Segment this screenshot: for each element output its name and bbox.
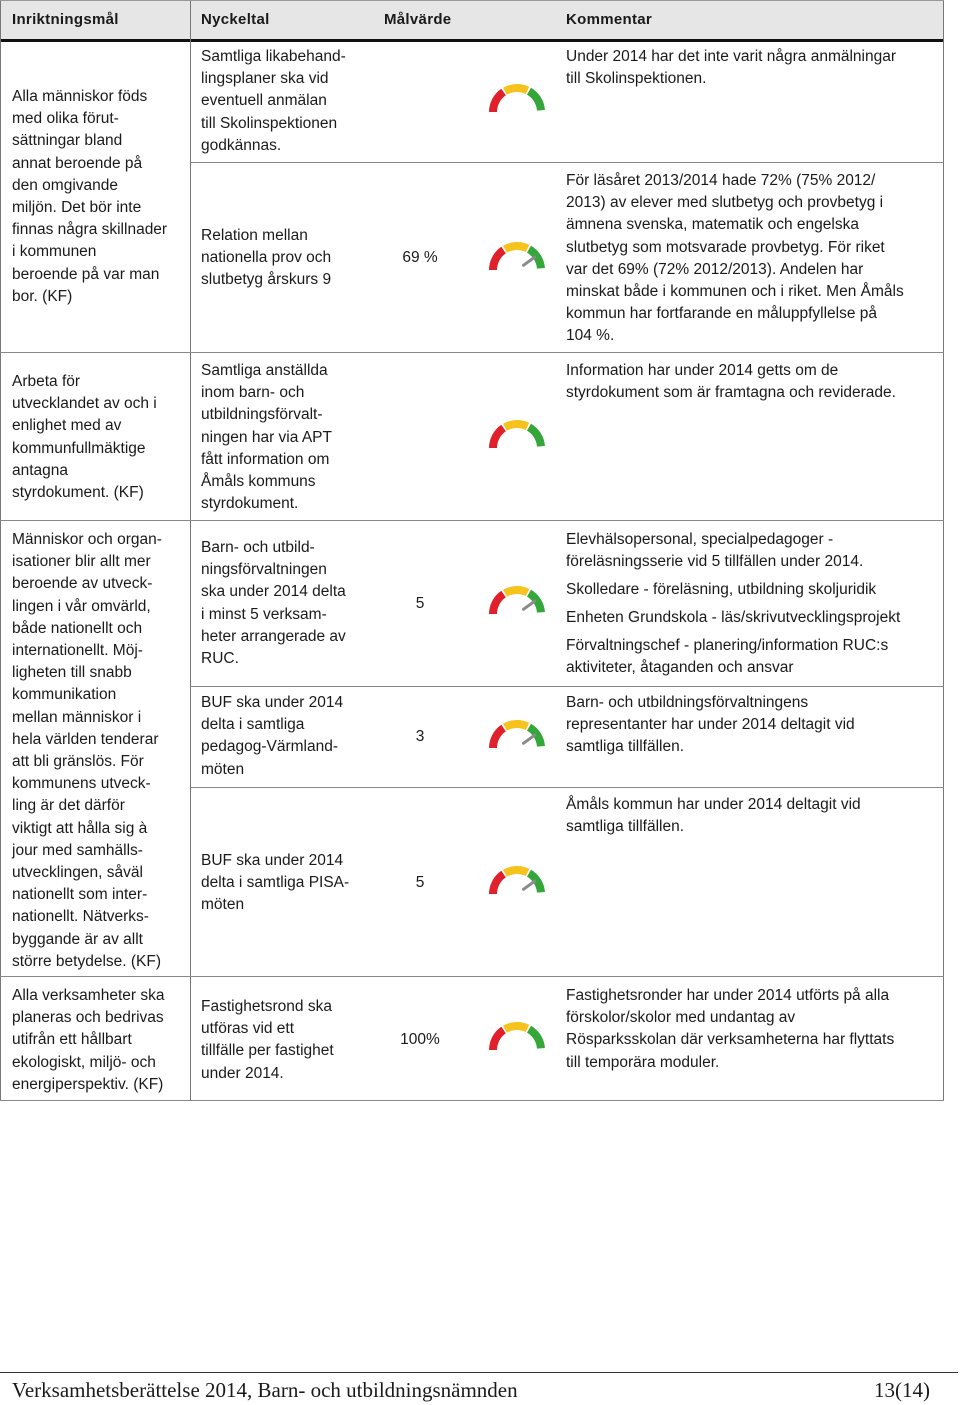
- gauge-yellow-segment: [505, 88, 528, 91]
- gauge-green-segment: [529, 91, 541, 110]
- malvarde-value: 100%: [400, 1031, 440, 1048]
- gauge-red-segment: [493, 874, 504, 894]
- gauge-needle: [523, 257, 534, 265]
- nyckeltal-text: Fastighetsrond ska utföras vid ett tillfälle per fastighet under 2014.: [201, 998, 334, 1082]
- header-inriktningsmal: Inriktningsmål: [12, 11, 119, 28]
- row-divider: [190, 686, 944, 687]
- nyckeltal-text: BUF ska under 2014 delta i samtliga PISA- möten: [201, 852, 350, 914]
- gauge-yellow-segment: [505, 424, 528, 427]
- nyckeltal-text: Relation mellan nationella prov och slutbetyg årskurs 9: [201, 227, 332, 289]
- nyckeltal-text: Samtliga likabehand- lingsplaner ska vid eventuell anmälan till Skolinspektionen godkännas.: [201, 48, 346, 154]
- kommentar-text: Fastighetsronder har under 2014 utförts på alla förskolor/skolor med undantag av Rösparksskolan där verksamheterna har flyttats till temporära moduler.: [566, 987, 895, 1071]
- page-number: 13(14): [874, 1378, 930, 1402]
- gauge-icon: [486, 240, 548, 274]
- kommentar-text: Elevhälsopersonal, specialpedagoger - föreläsningsserie vid 5 tillfällen under 2014.: [566, 531, 864, 571]
- header-nyckeltal: Nyckeltal: [201, 11, 270, 28]
- row-divider: [190, 162, 944, 163]
- gauge-red-segment: [493, 250, 504, 270]
- gauge-red-segment: [493, 1030, 504, 1050]
- gauge-icon: [486, 584, 548, 618]
- gauge-red-segment: [493, 428, 504, 448]
- gauge-yellow-segment: [505, 590, 528, 593]
- nyckeltal-text: BUF ska under 2014 delta i samtliga pedagog-Värmland- möten: [201, 694, 344, 778]
- goal-text: Alla människor föds med olika förut- sättningar bland annat beroende på den omgivande miljön. Det bör inte finnas några skillnader i kommunen beroende på var man bor. (KF): [12, 88, 168, 305]
- gauge-icon: [486, 864, 548, 898]
- gauge-red-segment: [493, 92, 504, 112]
- gauge-green-segment: [529, 1029, 541, 1048]
- table-border-left: [0, 1, 1, 1101]
- footer-title: Verksamhetsberättelse 2014, Barn- och utbildningsnämnden: [12, 1378, 518, 1402]
- gauge-icon: [486, 418, 548, 452]
- row-divider: [0, 352, 944, 353]
- gauge-green-segment: [529, 427, 541, 446]
- goal-text: Arbeta för utvecklandet av och i enlighet med av kommunfullmäktige antagna styrdokument. (KF): [12, 373, 157, 502]
- nyckeltal-text: Barn- och utbild- ningsförvaltningen ska under 2014 delta i minst 5 verksam- heter arrangerade av RUC.: [201, 539, 346, 668]
- goal-text: Människor och organ- isationer blir allt mer beroende av utveck- lingen i vår omvärld, både nationellt och internationellt. Möj- ligheten till snabb kommunikation mellan människor i hela världen tenderar att bli gränslös. För kommunens utveck- ling är det därför viktigt att hålla sig à jour med samhälls- utvecklingen, såväl nationellt som inter- nationellt. Nätverks- byggande är av allt större betydelse. (KF): [12, 531, 162, 970]
- gauge-red-segment: [493, 728, 504, 748]
- malvarde-value: 5: [415, 874, 425, 891]
- table-border-right: [943, 1, 944, 1101]
- header-kommentar: Kommentar: [566, 11, 653, 28]
- kommentar-text: Skolledare - föreläsning, utbildning skoljuridik: [566, 581, 877, 598]
- gauge-icon: [486, 82, 548, 116]
- malvarde-value: 3: [415, 728, 425, 745]
- gauge-yellow-segment: [505, 246, 528, 249]
- kommentar-text: För läsåret 2013/2014 hade 72% (75% 2012/ 2013) av elever med slutbetyg och provbetyg i ämnena svenska, matematik och engelska slutbetyg som motsvarade provbetyg. För riket var det 69% (72% 2012/2013). Andelen har minskat både i kommunen och i riket. Men Åmåls kommun har fortfarande en måluppfyllelse på 104 %.: [566, 172, 904, 345]
- kommentar-text: Under 2014 har det inte varit några anmälningar till Skolinspektionen.: [566, 48, 897, 88]
- gauge-yellow-segment: [505, 724, 528, 727]
- malvarde-value: 69 %: [402, 249, 438, 266]
- gauge-icon: [486, 718, 548, 752]
- header-malvarde: Målvärde: [384, 11, 452, 28]
- row-divider: [0, 976, 944, 977]
- gauge-icon: [486, 1020, 548, 1054]
- gauge-yellow-segment: [505, 1026, 528, 1029]
- gauge-red-segment: [493, 594, 504, 614]
- column-divider: [190, 1, 191, 1101]
- row-divider: [0, 520, 944, 521]
- kommentar-text: Information har under 2014 getts om de styrdokument som är framtagna och reviderade.: [566, 362, 896, 402]
- kommentar-text: Barn- och utbildningsförvaltningens representanter har under 2014 deltagit vid samtliga tillfällen.: [566, 694, 855, 756]
- malvarde-value: 5: [415, 595, 425, 612]
- table-header: [0, 0, 944, 42]
- kommentar-text: Åmåls kommun har under 2014 deltagit vid samtliga tillfällen.: [566, 796, 861, 836]
- table-border-bottom: [0, 1100, 944, 1101]
- row-divider: [190, 787, 944, 788]
- kommentar-text: Förvaltningschef - planering/information RUC:s aktiviteter, åtaganden och ansvar: [566, 637, 889, 677]
- gauge-needle: [523, 601, 534, 609]
- kommentar-text: Enheten Grundskola - läs/skrivutvecklingsprojekt: [566, 609, 901, 626]
- goal-text: Alla verksamheter ska planeras och bedrivas utifrån ett hållbart ekologiskt, miljö- och energiperspektiv. (KF): [12, 987, 165, 1093]
- gauge-yellow-segment: [505, 870, 528, 873]
- nyckeltal-text: Samtliga anställda inom barn- och utbildningsförvalt- ningen har via APT fått information om Åmåls kommuns styrdokument.: [201, 362, 332, 513]
- footer-divider: [0, 1372, 958, 1373]
- gauge-needle: [523, 735, 534, 743]
- gauge-needle: [523, 881, 534, 889]
